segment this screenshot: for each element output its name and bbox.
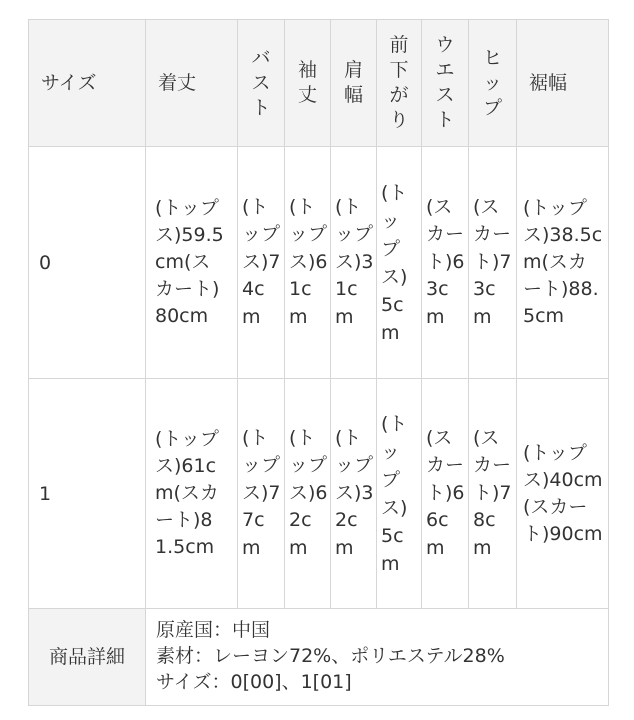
size-table — [28, 19, 609, 706]
details-body — [146, 609, 609, 706]
cell-sleeve: (トップス)61cm — [285, 147, 331, 379]
header-bust-cell — [238, 20, 285, 147]
cell-length: (トップス)59.5cm(スカート)80cm — [146, 147, 238, 379]
details-sizes: サイズ：0[00]、1[01] — [156, 671, 352, 693]
header-length: 着丈 — [146, 20, 238, 147]
table-row — [29, 147, 609, 379]
row-size-0: 0 — [29, 147, 146, 379]
details-origin: 原産国：中国 — [156, 619, 271, 641]
cell-hip: (スカート)78cm — [469, 379, 517, 609]
header-row — [29, 20, 609, 147]
cell-front-drop: (トップス)5cm — [377, 147, 422, 379]
cell-length: (トップス)61cm(スカート)81.5cm — [146, 379, 238, 609]
cell-hip: (スカート)73cm — [469, 147, 517, 379]
header-size: サイズ — [29, 20, 146, 147]
cell-bust: (トップス)77cm — [238, 379, 285, 609]
table-row — [29, 379, 609, 609]
details-label: 商品詳細 — [29, 609, 146, 706]
cell-hem-width: (トップス)38.5cm(スカート)88.5cm — [517, 147, 609, 379]
header-waist-cell — [422, 20, 469, 147]
cell-front-drop: (トップス)5cm — [377, 379, 422, 609]
header-hip-cell — [469, 20, 517, 147]
cell-shoulder: (トップス)31cm — [331, 147, 377, 379]
cell-shoulder: (トップス)32cm — [331, 379, 377, 609]
row-size-1: 1 — [29, 379, 146, 609]
cell-hem-width: (トップス)40cm(スカート)90cm — [517, 379, 609, 609]
cell-waist: (スカート)66cm — [422, 379, 469, 609]
header-front-drop-cell — [377, 20, 422, 147]
header-waist: ウエスト — [435, 34, 455, 131]
header-shoulder: 肩幅 — [343, 59, 363, 106]
header-sleeve: 袖丈 — [297, 59, 317, 106]
header-bust: バスト — [251, 46, 271, 119]
details-material: 素材：レーヨン72%、ポリエステル28% — [156, 645, 505, 667]
cell-sleeve: (トップス)62cm — [285, 379, 331, 609]
cell-bust: (トップス)74cm — [238, 147, 285, 379]
details-row — [29, 609, 609, 706]
header-shoulder-cell — [331, 20, 377, 147]
header-hem-width: 裾幅 — [517, 20, 609, 147]
header-hip: ヒップ — [482, 46, 502, 119]
header-front-drop: 前下がり — [389, 34, 409, 131]
cell-waist: (スカート)63cm — [422, 147, 469, 379]
header-sleeve-cell — [285, 20, 331, 147]
